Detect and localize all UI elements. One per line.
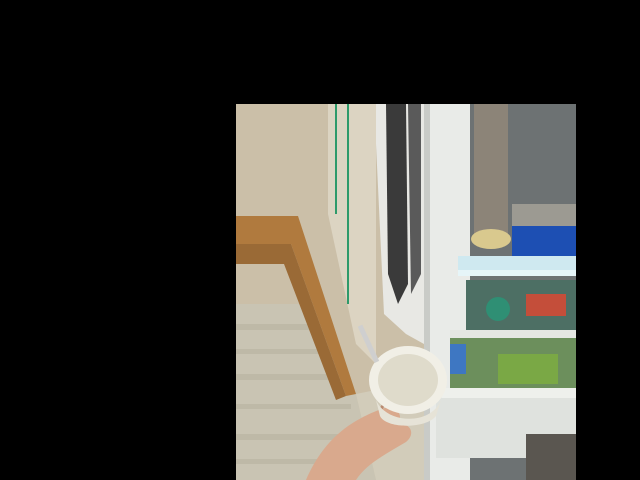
door-gasket bbox=[386, 104, 408, 304]
photo-frame bbox=[236, 104, 576, 480]
glowing-shelf bbox=[458, 256, 576, 270]
bottle-top bbox=[474, 104, 508, 234]
photo-illustration bbox=[236, 104, 576, 480]
cup-inside bbox=[378, 354, 438, 406]
blue-container bbox=[512, 224, 576, 260]
